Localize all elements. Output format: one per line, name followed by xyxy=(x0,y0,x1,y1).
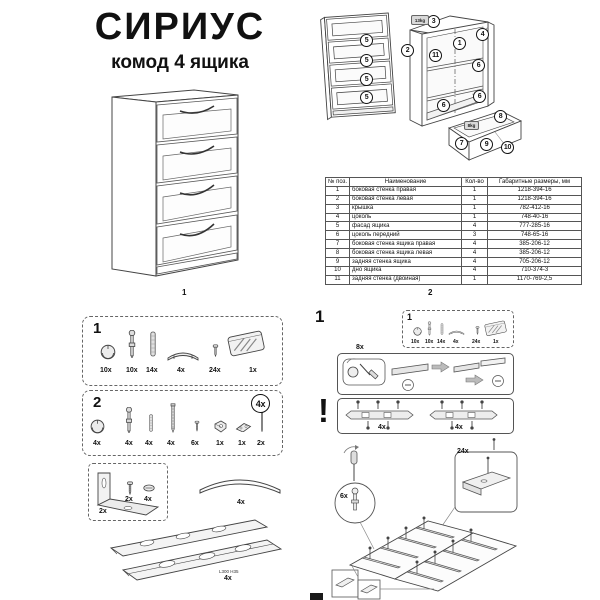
kit2-screw-qty: 6x xyxy=(191,440,199,447)
cell-position: 4 xyxy=(326,213,350,222)
bracket-qty: 2x xyxy=(99,508,107,515)
cell-dimensions: 1218-394-16 xyxy=(488,195,582,204)
cell-qty: 4 xyxy=(462,240,488,249)
cell-name: фасад ящика xyxy=(350,222,462,231)
col-position: № поз. xyxy=(326,178,350,187)
sheet2-number: 2 xyxy=(428,288,433,297)
parts-table-row xyxy=(326,195,582,204)
kit2-multiplier-badge: 4x xyxy=(251,394,270,413)
cell-dimensions: 705-206-12 xyxy=(488,258,582,267)
callout-4-plinth: 4 xyxy=(476,28,489,41)
cell-qty: 4 xyxy=(462,266,488,275)
handle-qty: 4x xyxy=(237,499,245,506)
kit2-confirmat-qty: 4x xyxy=(167,440,175,447)
parts-table-row xyxy=(326,231,582,240)
kit1-pack-qty: 1x xyxy=(249,367,257,374)
cell-position: 2 xyxy=(326,195,350,204)
rail-prep-qty: 8x xyxy=(356,344,364,351)
callout-6-rail-bottom: 6 xyxy=(473,90,486,103)
screw-icon xyxy=(212,344,219,357)
parts-table-row xyxy=(326,204,582,213)
col-qty: Кол-во xyxy=(462,178,488,187)
wood-dowel-icon xyxy=(148,414,154,432)
cell-position: 7 xyxy=(326,240,350,249)
callout-5-drawer2: 5 xyxy=(360,54,373,67)
cell-qty: 1 xyxy=(462,195,488,204)
cell-qty: 1 xyxy=(462,204,488,213)
parts-table-row xyxy=(326,249,582,258)
cell-position: 3 xyxy=(326,204,350,213)
cell-qty: 1 xyxy=(462,275,488,284)
kit2-number: 2 xyxy=(93,394,102,411)
corner-block-icon xyxy=(213,420,228,433)
cell-name: боковая стенка ящика левая xyxy=(350,249,462,258)
slides-qty: 4x xyxy=(224,575,232,582)
cell-position: 9 xyxy=(326,258,350,267)
confirmat-screw-icon xyxy=(169,403,177,433)
kit2-cam-lock-qty: 4x xyxy=(93,440,101,447)
kit2-corner-qty: 1x xyxy=(216,440,224,447)
parts-table xyxy=(325,177,582,285)
kit1-dowel-qty: 14x xyxy=(146,367,158,374)
hardware-pack-icon xyxy=(483,319,508,337)
drawer-handle-icon xyxy=(448,328,465,335)
callout-3-top: 3 xyxy=(427,15,440,28)
callout-5-drawer1: 5 xyxy=(360,34,373,47)
rail-prep-drawing xyxy=(338,354,513,394)
kit2-plate-qty: 1x xyxy=(238,440,246,447)
cell-qty: 4 xyxy=(462,222,488,231)
parts-table-body xyxy=(326,186,582,284)
cell-qty: 1 xyxy=(462,213,488,222)
callout-10-drawer-bottom: 10 xyxy=(501,141,514,154)
drawer-handle-icon xyxy=(166,347,200,361)
cell-position: 1 xyxy=(326,186,350,195)
ref-qty-screw: 24x xyxy=(472,339,481,345)
cell-name: боковая стенка левая xyxy=(350,195,462,204)
bracket-screw-qty: 2x xyxy=(125,496,133,503)
parts-table-row xyxy=(326,258,582,267)
ref-qty-pack: 1x xyxy=(493,339,499,345)
callout-1-right-side: 1 xyxy=(453,37,466,50)
rail-right-qty: 4x xyxy=(455,424,463,431)
cell-name: боковая стенка правая xyxy=(350,186,462,195)
page-corner-mark xyxy=(310,593,323,600)
cell-name: задняя стенка ящика xyxy=(350,258,462,267)
hardware-kit2-box xyxy=(82,390,283,456)
rail-prep-box xyxy=(337,353,514,395)
cell-dimensions: 385-206-12 xyxy=(488,240,582,249)
parts-table-row xyxy=(326,266,582,275)
screw-icon xyxy=(475,326,480,335)
cell-dimensions: 782-412-16 xyxy=(488,204,582,213)
cell-position: 8 xyxy=(326,249,350,258)
cell-name: цоколь xyxy=(350,213,462,222)
step1-number: 1 xyxy=(315,307,325,326)
wood-dowel-icon xyxy=(440,323,444,335)
step1-kit1-reference-box xyxy=(402,310,514,348)
cell-qty: 3 xyxy=(462,231,488,240)
callout-6-plinth-front: 6 xyxy=(437,99,450,112)
drawer-slides-drawing xyxy=(97,512,295,598)
page-title: СИРИУС xyxy=(94,6,266,48)
cell-dimensions: 710-374-3 xyxy=(488,266,582,275)
rail-screws-drawing xyxy=(338,399,513,433)
kit2-cam-bolt-qty: 4x xyxy=(125,440,133,447)
cam-lock-icon xyxy=(100,344,116,360)
cell-dimensions: 748-65-16 xyxy=(488,231,582,240)
drawer-handle-large-icon xyxy=(196,468,284,496)
wood-dowel-icon xyxy=(150,331,156,357)
ref-qty-handle: 4x xyxy=(453,339,459,345)
sheet1-number: 1 xyxy=(182,288,187,297)
kit2-long-screw-qty: 2x xyxy=(257,440,265,447)
kit1-cam-lock-qty: 10x xyxy=(100,367,112,374)
kit1-screw-qty: 24x xyxy=(209,367,221,374)
cell-name: задняя стенка (двойная) xyxy=(350,275,462,284)
kit1-handle-qty: 4x xyxy=(177,367,185,374)
parts-table-row xyxy=(326,222,582,231)
ref-qty-cam: 10x xyxy=(411,339,420,345)
chest-3d-drawing xyxy=(90,88,260,293)
cam-lock-icon xyxy=(90,419,105,434)
slides-size-label: L300 H35 xyxy=(219,569,239,574)
washer-screw-icon xyxy=(143,484,155,492)
parts-table-header-row xyxy=(326,178,582,187)
cell-dimensions: 385-206-12 xyxy=(488,249,582,258)
cell-qty: 4 xyxy=(462,258,488,267)
cell-dimensions: 777-285-16 xyxy=(488,222,582,231)
rail-screws-detail-qty: 24x xyxy=(457,448,469,455)
panel-assembly-drawing xyxy=(322,437,524,600)
parts-table-row xyxy=(326,213,582,222)
cell-position: 5 xyxy=(326,222,350,231)
callout-2-left-side: 2 xyxy=(401,44,414,57)
front-view-drawing xyxy=(321,10,401,125)
cell-dimensions: 1218-394-16 xyxy=(488,186,582,195)
max-load-top-icon: 13kg xyxy=(411,15,429,25)
rail-screws-box xyxy=(337,398,514,434)
warning-exclamation: ! xyxy=(318,392,329,429)
ref-qty-dowel: 14x xyxy=(437,339,446,345)
callout-7-drawer-front: 7 xyxy=(455,137,468,150)
bracket-washer-qty: 4x xyxy=(144,496,152,503)
cam-bolt-icon xyxy=(127,330,137,358)
max-load-drawer-icon: 8kg xyxy=(464,121,479,130)
callout-6-rail-top: 6 xyxy=(472,59,485,72)
cell-dimensions: 1170-769-2,5 xyxy=(488,275,582,284)
drawer-exploded-drawing xyxy=(443,100,525,164)
parts-table-row xyxy=(326,186,582,195)
parts-table-row xyxy=(326,240,582,249)
screw-icon xyxy=(194,420,200,432)
callout-11-back: 11 xyxy=(429,49,442,62)
page-subtitle: комод 4 ящика xyxy=(111,52,249,73)
callout-5-drawer4: 5 xyxy=(360,91,373,104)
cam-lock-icon xyxy=(413,327,422,336)
cell-name: боковая стенка ящика правая xyxy=(350,240,462,249)
kit1-cam-bolt-qty: 10x xyxy=(126,367,138,374)
col-name: Наименование xyxy=(350,178,462,187)
cell-dimensions: 748-40-16 xyxy=(488,213,582,222)
kit1-number: 1 xyxy=(93,320,102,337)
parts-table-row xyxy=(326,275,582,284)
hardware-pack-icon xyxy=(225,328,267,358)
callout-9-drawer-back: 9 xyxy=(480,138,493,151)
cam-bolt-icon xyxy=(124,407,134,433)
cell-qty: 1 xyxy=(462,186,488,195)
cam-bolt-detail-qty: 6x xyxy=(340,493,348,500)
callout-8-drawer-side: 8 xyxy=(494,110,507,123)
col-dimensions: Габаритные размеры, мм xyxy=(488,178,582,187)
cell-name: дно ящика xyxy=(350,266,462,275)
cell-name: крышка xyxy=(350,204,462,213)
cell-position: 6 xyxy=(326,231,350,240)
ref-kit-number: 1 xyxy=(407,312,413,322)
cell-position: 10 xyxy=(326,266,350,275)
ref-qty-bolt: 10x xyxy=(425,339,434,345)
rail-left-qty: 4x xyxy=(378,424,386,431)
cell-name: цоколь передний xyxy=(350,231,462,240)
cell-qty: 4 xyxy=(462,249,488,258)
hardware-kit1-box xyxy=(82,316,283,386)
mounting-plate-icon xyxy=(235,422,252,432)
callout-5-drawer3: 5 xyxy=(360,73,373,86)
cell-position: 11 xyxy=(326,275,350,284)
screw-icon xyxy=(126,481,134,495)
kit2-dowel-qty: 4x xyxy=(145,440,153,447)
cam-bolt-icon xyxy=(427,321,432,336)
